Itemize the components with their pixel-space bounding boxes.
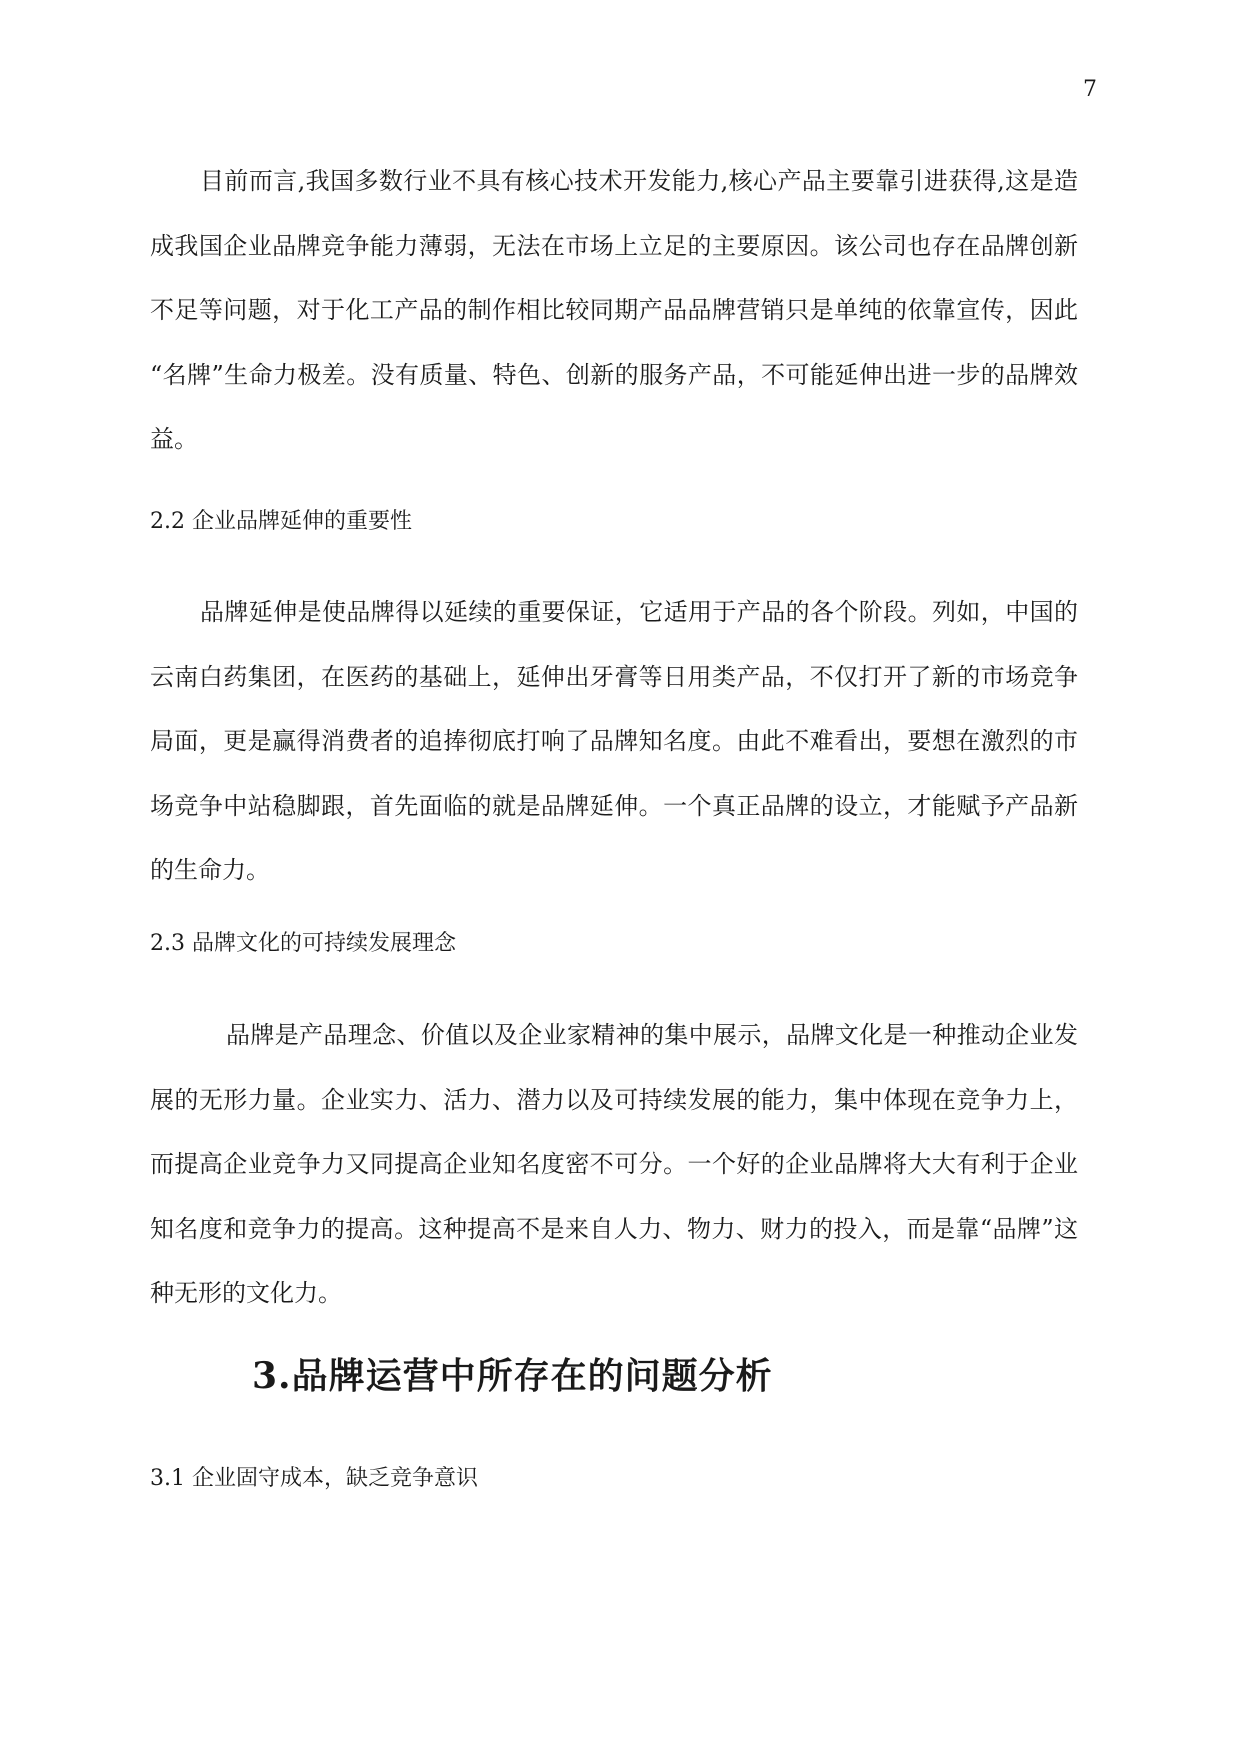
paragraph-brand-extension: 品牌延伸是使品牌得以延续的重要保证，它适用于产品的各个阶段。列如，中国的云南白药集团，在医药的基础上，延伸出牙膏等日用类产品，不仅打开了新的市场竞争局面，更是赢得消费者的追捧彻底打响了品牌知名度。由此不难看出，要想在激烈的市场竞争中站稳脚跟，首先面临的就是品牌延伸。一个真正品牌的设立，才能赋予产品新的生命力。 [150,598,1078,884]
section-heading-2-2: 2.2 企业品牌延伸的重要性 [150,509,412,534]
paragraph-core-technology: 目前而言,我国多数行业不具有核心技术开发能力,核心产品主要靠引进获得,这是造成我国企业品牌竞争能力薄弱，无法在市场上立足的主要原因。该公司也存在品牌创新不足等问题，对于化工产品的制作相比较同期产品品牌营销只是单纯的依靠宣传，因此 “名牌”生命力极差。没有质量、特色、创新的服务产品，不可能延伸出进一步的品牌效益。 [150,167,1078,453]
section-heading-3-1: 3.1 企业固守成本，缺乏竞争意识 [150,1466,478,1491]
page-number: 7 [1083,77,1097,102]
chapter-heading-3: 3.品牌运营中所存在的问题分析 [252,1355,773,1397]
paragraph-brand-culture: 品牌是产品理念、价值以及企业家精神的集中展示，品牌文化是一种推动企业发展的无形力量。企业实力、活力、潜力以及可持续发展的能力，集中体现在竞争力上，而提高企业竞争力又同提高企业知名度密不可分。一个好的企业品牌将大大有利于企业知名度和竞争力的提高。这种提高不是来自人力、物力、财力的投入，而是靠“品牌”这种无形的文化力。 [150,1021,1078,1307]
section-heading-2-3: 2.3 品牌文化的可持续发展理念 [150,931,456,956]
